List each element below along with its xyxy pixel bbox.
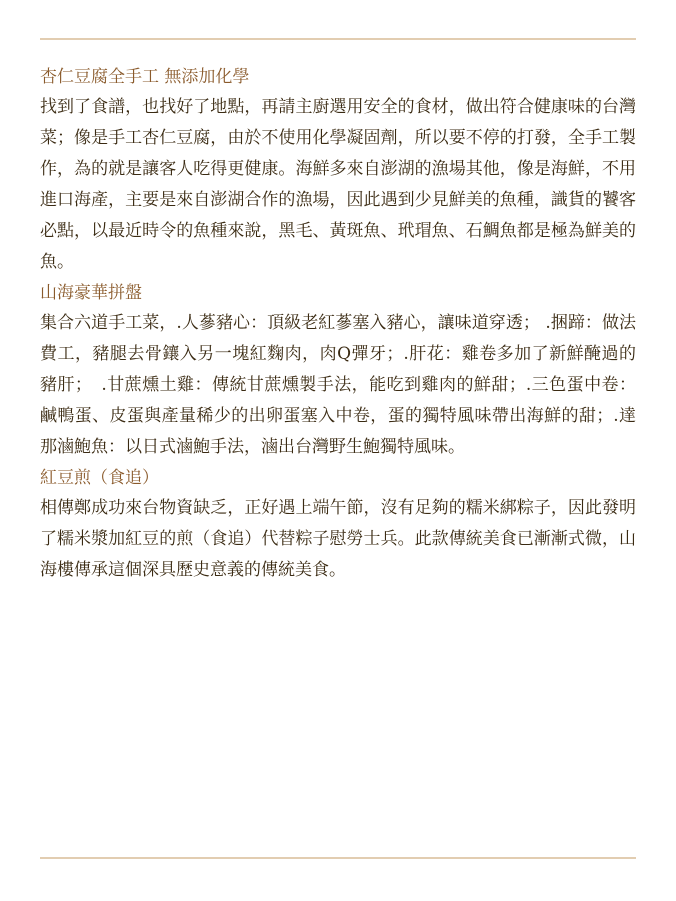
section-heading-platter: 山海豪華拼盤 [40,283,142,303]
article-body [40,62,636,586]
section-text-red-bean: 相傳鄭成功來台物資缺乏，正好遇上端午節，沒有足夠的糯米綁粽子，因此發明了糯米漿加紅豆的煎（食追）代替粽子慰勞士兵。此款傳統美食已漸漸式微，山海樓傳承這個深具歷史意義的傳統美食。 [40,498,636,580]
section-text-platter: 集合六道手工菜，.人蔘豬心：頂級老紅蔘塞入豬心，讓味道穿透； .捆蹄：做法費工，豬腿去骨鑲入另一塊紅麴肉，肉Q彈牙；.肝花：雞卷多加了新鮮醃過的豬肝； .甘蔗燻土雞：傳統甘蔗燻製手法，能吃到雞肉的鮮甜；.三色蛋中卷：鹹鴨蛋、皮蛋與產量稀少的出卵蛋塞入中卷，蛋的獨特風味帶出海鮮的甜；.達那滷鮑魚：以日式滷鮑手法，滷出台灣野生鮑獨特風味。 [40,313,636,457]
top-divider [40,38,636,40]
section-heading-red-bean: 紅豆煎（食追） [40,468,159,488]
section-text-almond-tofu: 找到了食譜，也找好了地點，再請主廚選用安全的食材，做出符合健康味的台灣菜；像是手工杏仁豆腐，由於不使用化學凝固劑，所以要不停的打發，全手工製作，為的就是讓客人吃得更健康。海鮮多來自澎湖的漁場其他，像是海鮮，不用進口海產，主要是來自澎湖合作的漁場，因此遇到少見鮮美的魚種，識貨的饕客必點，以最近時令的魚種來說，黑毛、黃斑魚、玳瑁魚、石鯛魚都是極為鮮美的魚。 [40,97,636,272]
section-heading-almond-tofu: 杏仁豆腐全手工 無添加化學 [40,67,250,87]
bottom-divider [40,857,636,859]
